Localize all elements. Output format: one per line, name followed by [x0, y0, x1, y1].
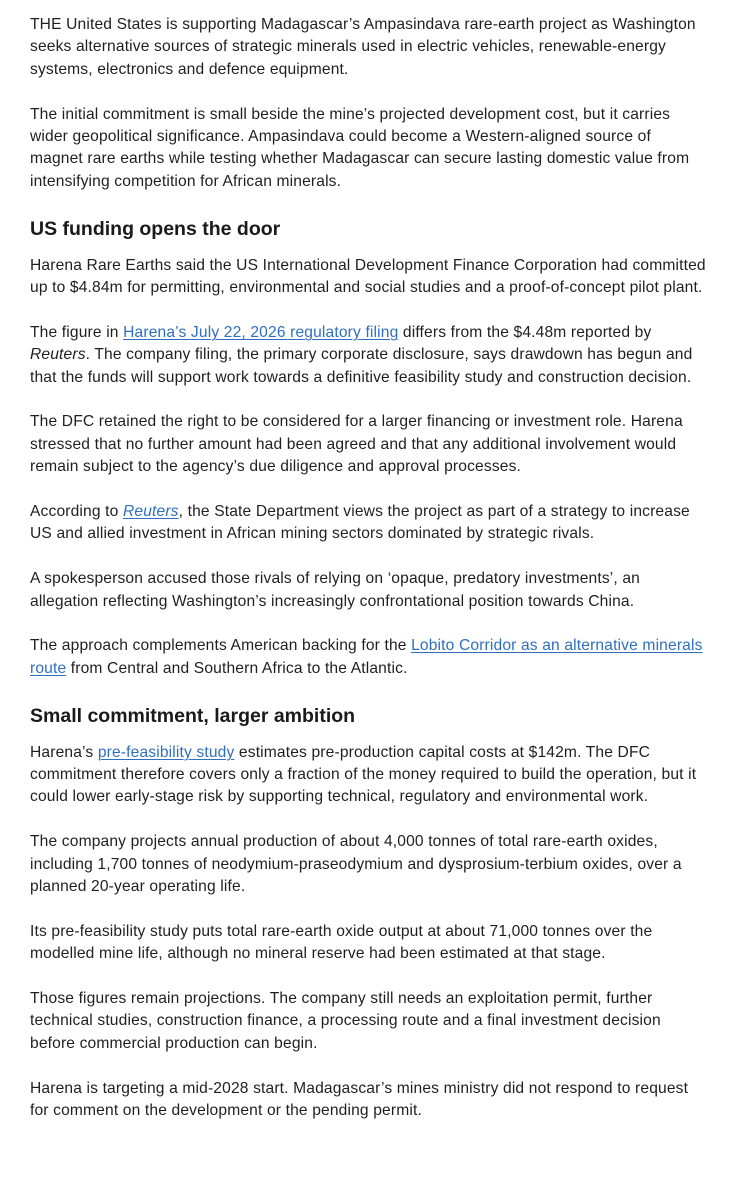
paragraph-significance: The initial commitment is small beside the mine’s projected development cost, but it carries wider geopolitical significance. Ampasindava could become a Western-aligned source of magnet rare earths while testing whether Madagascar can secure lasting domestic value from intensifying competition for African minerals. — [30, 105, 690, 190]
paragraph-dfc-commitment: Harena Rare Earths said the US International Development Finance Corporation had committed up to $4.84m for permitting, environmental and social studies and a proof-of-concept pilot plant. — [30, 256, 706, 297]
paragraph-state-department — [30, 501, 708, 546]
text-segment: The figure in — [30, 323, 124, 341]
paragraph-mine-life-output: Its pre-feasibility study puts total rare-earth oxide output at about 71,000 tonnes over the modelled mine life, although no mineral reserve had been estimated at that stage. — [30, 922, 653, 963]
text-segment: differs from the $4.48m reported by — [398, 323, 652, 341]
pre-feasibility-study-link[interactable]: pre-feasibility study — [97, 743, 235, 761]
paragraph-spokesperson: A spokesperson accused those rivals of relying on ‘opaque, predatory investments’, an allegation reflecting Washington’s increasingly confrontational position towards China. — [30, 570, 640, 610]
paragraph-intro: THE United States is supporting Madagascar’s Ampasindava rare-earth project as Washington seeks alternative sources of strategic minerals used in electric vehicles, renewable-energy systems, electronics and defence equipment. — [30, 16, 696, 78]
paragraph-lobito — [30, 635, 708, 680]
paragraph-timeline: Harena is targeting a mid-2028 start. Madagascar’s mines ministry did not respond to request for comment on the development or the pending permit. — [30, 1079, 689, 1120]
text-segment: from Central and Southern Africa to the Atlantic. — [66, 659, 408, 677]
paragraph-filing-figure — [30, 322, 708, 389]
lobito-corridor-link[interactable]: Lobito Corridor as an alternative minerals route — [30, 637, 703, 677]
text-segment: estimates pre-production capital costs at $142m. The DFC commitment therefore covers only a fraction of the money required to build the operation, but it could lower early-stage risk by supporting technical, regulatory and environmental work. — [30, 743, 697, 806]
text-segment: According to — [30, 503, 123, 521]
section-heading-us-funding: US funding opens the door — [30, 217, 281, 240]
text-segment: , the State Department views the project as part of a strategy to increase US and allied investment in African mining sectors dominated by strategic rivals. — [30, 503, 690, 543]
paragraph-annual-production: The company projects annual production of about 4,000 tonnes of total rare-earth oxides, including 1,700 tonnes of neodymium-praseodymium and dysprosium-terbium oxides, over a planned 20-year operating life. — [30, 833, 682, 896]
paragraph-capital-costs — [30, 742, 708, 809]
reuters-link[interactable] — [123, 503, 179, 520]
reuters-link-label: Reuters — [122, 503, 179, 521]
text-segment: . The company filing, the primary corporate disclosure, says drawdown has begun and that the funds will support work towards a definitive feasibility study and construction decision. — [30, 346, 693, 386]
section-heading-small-commitment: Small commitment, larger ambition — [30, 704, 356, 727]
text-segment: The approach complements American backing for the — [30, 637, 412, 655]
paragraph-projections: Those figures remain projections. The company still needs an exploitation permit, further technical studies, construction finance, a processing route and a final investment decision before commercial production can begin. — [30, 990, 661, 1052]
reuters-emphasis: Reuters — [30, 346, 86, 364]
regulatory-filing-link[interactable]: Harena’s July 22, 2026 regulatory filing — [123, 323, 399, 341]
paragraph-dfc-rights: The DFC retained the right to be considered for a larger financing or investment role. Harena stressed that no further amount had been agreed and that any additional involvement would remain subject to the agency’s due diligence and approval processes. — [30, 413, 683, 476]
text-segment: Harena’s — [30, 743, 98, 761]
